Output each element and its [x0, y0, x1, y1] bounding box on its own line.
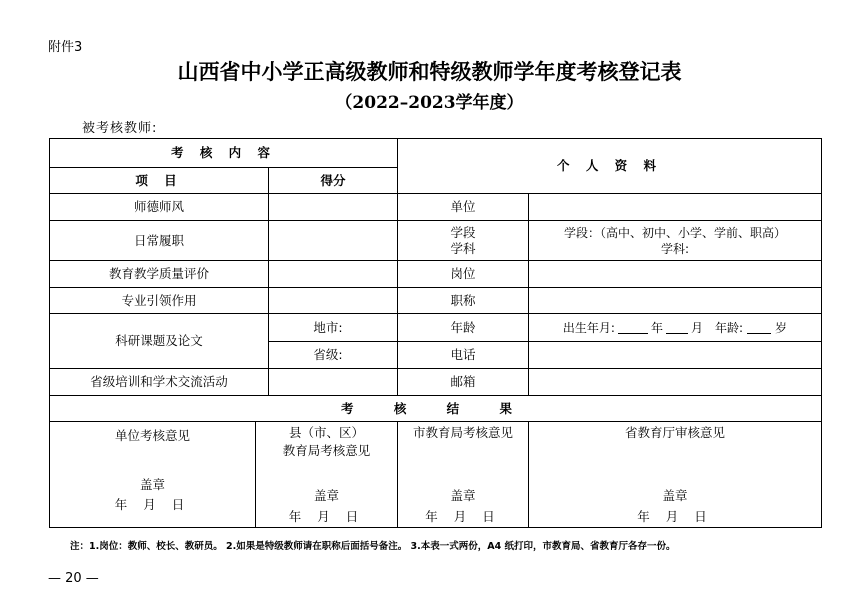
post-value-field[interactable]	[529, 261, 821, 287]
unit-opinion-date: 年 月 日	[114, 497, 191, 512]
unit-value-field[interactable]	[529, 194, 821, 220]
score-field-teaching-quality[interactable]	[269, 261, 397, 287]
unit-opinion-title: 单位考核意见	[114, 428, 190, 443]
personal-age-label: 年龄	[450, 319, 476, 335]
page-number: — 20 —	[48, 571, 99, 586]
examinee-label: 被考核教师:	[82, 121, 158, 136]
score-field-daily-duty[interactable]	[269, 221, 397, 260]
item-daily-duty: 日常履职	[133, 232, 184, 248]
province-opinion-seal: 盖章	[662, 488, 688, 503]
personal-title-label: 职称	[450, 292, 476, 308]
birth-label: 出生年月:	[562, 320, 615, 335]
personal-post-label: 岗位	[450, 266, 476, 281]
age-blank[interactable]	[747, 321, 771, 334]
personal-unit-label: 单位	[450, 199, 476, 214]
year-unit: 年	[650, 320, 663, 335]
score-field-professional[interactable]	[269, 288, 397, 313]
personal-phone-label: 电话	[450, 347, 476, 362]
city-opinion-seal: 盖章	[450, 488, 476, 503]
county-opinion-seal: 盖章	[313, 488, 339, 503]
assessment-content-header: 考 核 内 容	[170, 145, 277, 160]
stage-label: 学段	[450, 224, 476, 240]
item-teaching-quality: 教育教学质量评价	[108, 266, 209, 281]
item-training: 省级培训和学术交流活动	[90, 374, 228, 389]
county-opinion-date: 年 月 日	[288, 509, 365, 524]
month-unit: 月	[690, 320, 703, 335]
birth-age-field[interactable]	[529, 314, 821, 341]
footer-note: 注：1.岗位：教师、校长、教研员。 2.如果是特级教师请在职称后面括号备注。 3.本表一式两份，A4 纸打印，市教育局、省教育厅各存一份。	[70, 541, 676, 552]
item-professional-leading: 专业引领作用	[121, 292, 197, 308]
birth-month-blank[interactable]	[666, 321, 688, 334]
form-title: 山西省中小学正高级教师和特级教师学年度考核登记表	[177, 59, 682, 84]
score-field-training[interactable]	[269, 369, 397, 395]
form-subtitle: （2022–2023学年度）	[335, 93, 524, 113]
title-value-field[interactable]	[529, 288, 821, 313]
age-unit: 岁	[775, 320, 788, 335]
province-opinion-date: 年 月 日	[637, 509, 713, 524]
result-header: 考 核 结 果	[340, 400, 531, 416]
birth-year-blank[interactable]	[618, 321, 648, 334]
county-opinion-title: 县（市、区） 教育局考核意见	[282, 425, 371, 458]
city-opinion-title: 市教育局考核意见	[412, 425, 513, 440]
unit-opinion-seal: 盖章	[139, 477, 165, 492]
email-value-field[interactable]	[529, 369, 821, 395]
stage-options: 学段：（高中、初中、小学、学前、职高）	[563, 225, 786, 240]
age-inline-label: 年龄:	[715, 320, 744, 335]
city-opinion-date: 年 月 日	[425, 509, 501, 524]
score-header: 得分	[320, 172, 346, 188]
stage-subject-value[interactable]	[529, 221, 821, 260]
score-field-ethics[interactable]	[269, 194, 397, 220]
personal-stage-subject-label	[398, 221, 528, 260]
item-header: 项 目	[135, 172, 183, 188]
research-province-label: 省级:	[313, 347, 343, 362]
item-research: 科研课题及论文	[115, 333, 203, 348]
personal-info-header: 个 人 资 料	[556, 158, 663, 173]
phone-value-field[interactable]	[529, 342, 821, 368]
province-opinion-title: 省教育厅审核意见	[624, 425, 725, 440]
subject-value: 学科:	[660, 241, 690, 256]
attachment-label: 附件3	[48, 40, 83, 55]
personal-email-label: 邮箱	[450, 374, 476, 389]
subject-label: 学科	[450, 240, 476, 256]
item-ethics: 师德师风	[133, 199, 184, 214]
research-city-label: 地市:	[313, 319, 343, 335]
